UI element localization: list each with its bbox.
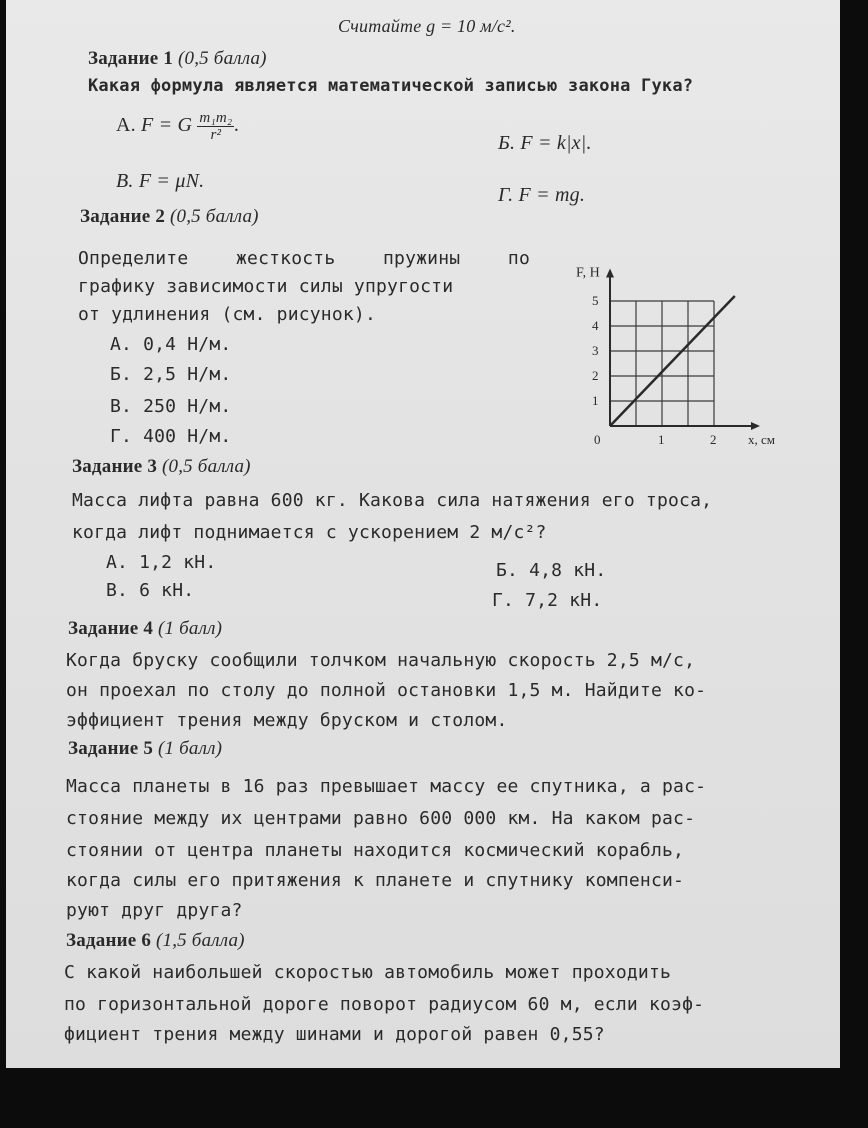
option-a-fraction [197,110,234,143]
worksheet-page [6,0,840,1068]
task4-text-line1: Когда бруску сообщили толчком начальную скорость 2,5 м/с, [66,650,696,671]
task1-option-g: Г. F = mg. [498,184,586,206]
chart-grid [610,301,714,426]
task1-option-v: В. F = μN. [116,170,205,192]
x-axis-arrow-icon [751,422,760,430]
task6-title: Задание 6 [66,930,152,951]
task3-option-v: В. 6 кН. [106,580,195,601]
y-axis-label: F, Н [576,265,600,281]
task5-points: (1 балл) [157,738,223,759]
task3-option-b: Б. 4,8 кН. [496,560,607,581]
task5-text-line2: стояние между их центрами равно 600 000 км. На каком рас- [66,808,696,829]
option-a-tail: . [234,114,240,137]
task2-points: (0,5 балла) [169,206,259,227]
task5-heading [68,738,222,760]
y-tick-label: 4 [592,318,599,333]
task3-heading [72,456,251,478]
task1-title: Задание 1 [88,48,174,69]
y-tick-label: 5 [592,293,599,308]
y-tick-label: 3 [592,343,599,358]
x-tick-label: 0 [594,432,601,447]
task3-text-line1: Масса лифта равна 600 кг. Какова сила натяжения его троса, [72,490,713,511]
y-axis-arrow-icon [606,269,614,278]
fraction-numerator: m₁m₂ [199,110,233,126]
task2-heading [80,206,259,228]
task1-option-b: Б. F = k|x|. [498,132,592,154]
task6-text-line2: по горизонтальной дороге поворот радиусом 60 м, если коэф- [64,994,705,1015]
task4-title: Задание 4 [68,618,154,639]
task2-option-g: Г. 400 Н/м. [110,426,232,447]
task6-text-line1: С какой наибольшей скоростью автомобиль может проходить [64,962,672,983]
task2-text-line2: графику зависимости силы упругости [78,276,454,297]
task3-text-line2: когда лифт поднимается с ускорением 2 м/с²? [72,522,547,543]
y-tick-label: 2 [592,368,599,383]
task2-text-line3: от удлинения (см. рисунок). [78,304,376,325]
fraction-denominator: r² [210,127,222,143]
task4-text-line3: эффициент трения между бруском и столом. [66,710,508,731]
task6-heading [66,930,245,952]
x-tick-label: 2 [710,432,717,447]
task1-points: (0,5 балла) [177,48,267,69]
force-extension-chart [554,246,794,456]
task3-option-a: А. 1,2 кН. [106,552,217,573]
task6-text-line3: фициент трения между шинами и дорогой равен 0,55? [64,1024,605,1045]
task2-option-b: Б. 2,5 Н/м. [110,364,232,385]
y-tick-label: 1 [592,393,599,408]
task2-title: Задание 2 [80,206,166,227]
task4-heading [68,618,222,640]
task5-text-line4: когда силы его притяжения к планете и спутнику компенси- [66,870,685,891]
x-axis-label: x, см [748,432,775,447]
task5-title: Задание 5 [68,738,154,759]
task6-points: (1,5 балла) [155,930,245,951]
series-line [610,296,735,426]
task4-points: (1 балл) [157,618,223,639]
task2-option-v: В. 250 Н/м. [110,396,232,417]
task5-text-line5: руют друг друга? [66,900,243,921]
task4-text-line2: он проехал по столу до полной остановки 1,5 м. Найдите ко- [66,680,707,701]
task5-text-line3: стоянии от центра планеты находится космический корабль, [66,840,685,861]
task1-question: Какая формула является математической записью закона Гука? [88,76,694,96]
option-a-label: А. [116,114,136,137]
x-tick-label: 1 [658,432,665,447]
task1-heading [88,48,267,70]
task3-title: Задание 3 [72,456,158,477]
header-note: Считайте g = 10 м/с². [338,16,516,36]
task3-option-g: Г. 7,2 кН. [492,590,603,611]
task2-option-a: А. 0,4 Н/м. [110,334,232,355]
task5-text-line1: Масса планеты в 16 раз превышает массу ее спутника, а рас- [66,776,707,797]
option-a-formula: F = G [141,114,193,137]
task1-option-a [116,110,240,143]
task2-text-line1: Определите жесткость пружины по [78,248,530,269]
task3-points: (0,5 балла) [161,456,251,477]
